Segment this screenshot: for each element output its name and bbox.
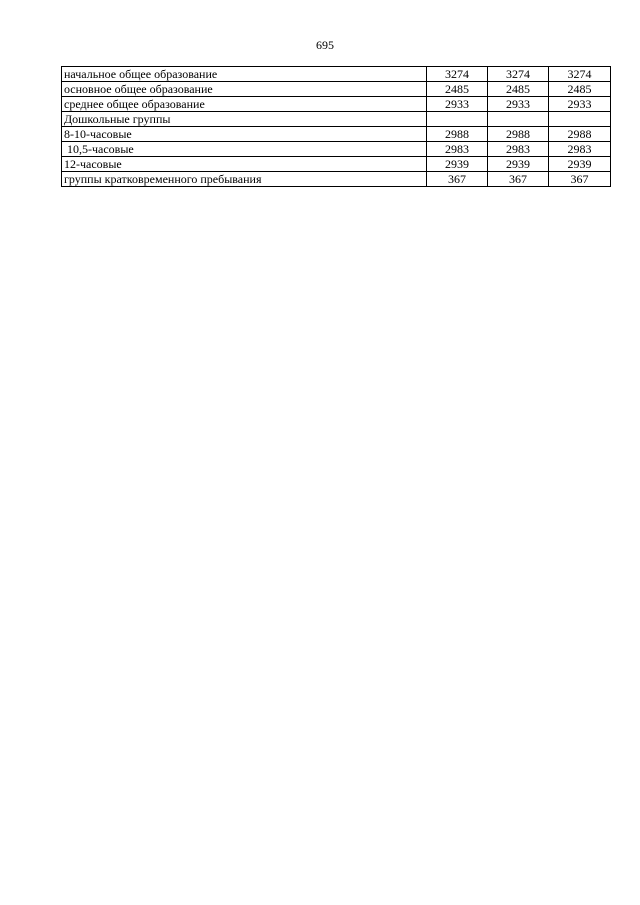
table-row <box>62 67 611 82</box>
row-value: 2485 <box>488 82 549 97</box>
table-row <box>62 157 611 172</box>
row-value: 2485 <box>549 82 611 97</box>
row-value <box>427 112 488 127</box>
row-value: 2988 <box>488 127 549 142</box>
row-label: 8-10-часовые <box>62 127 427 142</box>
table-row <box>62 172 611 187</box>
table-row <box>62 112 611 127</box>
row-value: 3274 <box>549 67 611 82</box>
row-label: Дошкольные группы <box>62 112 427 127</box>
row-value: 3274 <box>427 67 488 82</box>
row-value: 2983 <box>488 142 549 157</box>
row-value: 2939 <box>549 157 611 172</box>
table-row <box>62 127 611 142</box>
row-value: 2933 <box>427 97 488 112</box>
row-label: среднее общее образование <box>62 97 427 112</box>
data-table <box>61 66 611 187</box>
row-value: 2983 <box>427 142 488 157</box>
table-row <box>62 97 611 112</box>
row-value: 367 <box>427 172 488 187</box>
row-label: начальное общее образование <box>62 67 427 82</box>
page-number: 695 <box>316 38 334 52</box>
row-label: 10,5-часовые <box>62 142 427 157</box>
row-value: 2939 <box>488 157 549 172</box>
row-value <box>549 112 611 127</box>
table-row <box>62 82 611 97</box>
row-value <box>488 112 549 127</box>
row-value: 2988 <box>427 127 488 142</box>
row-value: 367 <box>488 172 549 187</box>
row-value: 2983 <box>549 142 611 157</box>
row-value: 367 <box>549 172 611 187</box>
row-value: 2485 <box>427 82 488 97</box>
row-value: 2933 <box>549 97 611 112</box>
row-value: 3274 <box>488 67 549 82</box>
row-value: 2933 <box>488 97 549 112</box>
row-value: 2939 <box>427 157 488 172</box>
table-row <box>62 142 611 157</box>
row-label: основное общее образование <box>62 82 427 97</box>
row-label: группы кратковременного пребывания <box>62 172 427 187</box>
row-value: 2988 <box>549 127 611 142</box>
row-label: 12-часовые <box>62 157 427 172</box>
